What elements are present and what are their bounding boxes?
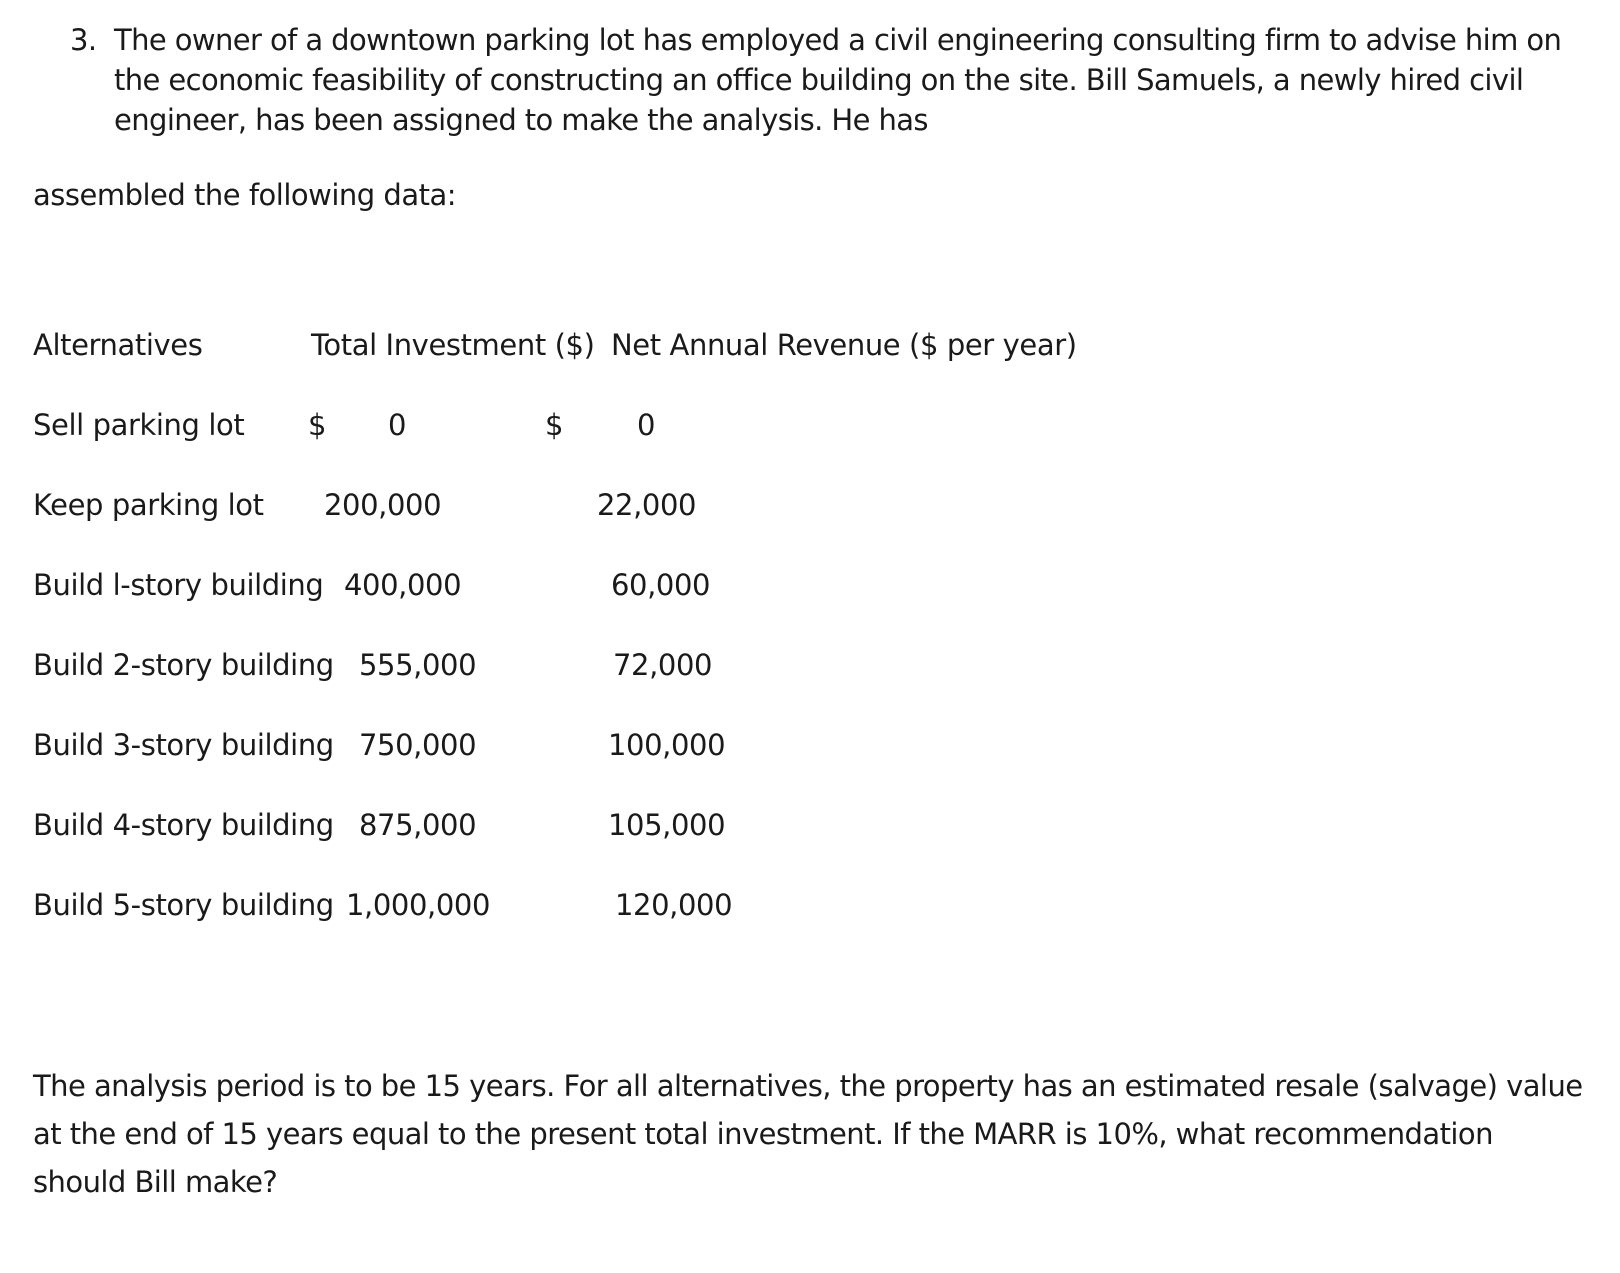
revenue-build-1-story: 60,000: [611, 568, 711, 602]
revenue-build-4-story: 105,000: [608, 808, 726, 842]
problem-number: 3.: [70, 23, 97, 57]
problem-text-continued: assembled the following data:: [33, 178, 457, 212]
revenue-sell-parking-lot: 0: [637, 408, 656, 442]
investment-build-2-story: 555,000: [359, 648, 477, 682]
header-alternatives: Alternatives: [33, 328, 203, 362]
investment-build-1-story: 400,000: [344, 568, 462, 602]
investment-build-5-story: 1,000,000: [346, 888, 490, 922]
revenue-currency-symbol: $: [545, 408, 564, 442]
row-name-build-3-story: Build 3-story building: [33, 728, 334, 762]
investment-build-3-story: 750,000: [359, 728, 477, 762]
revenue-build-2-story: 72,000: [613, 648, 713, 682]
row-name-build-5-story: Build 5-story building: [33, 888, 334, 922]
investment-keep-parking-lot: 200,000: [324, 488, 442, 522]
investment-currency-symbol: $: [308, 408, 327, 442]
header-total-investment: Total Investment ($): [311, 328, 595, 362]
row-name-build-4-story: Build 4-story building: [33, 808, 334, 842]
row-name-build-1-story: Build l-story building: [33, 568, 324, 602]
problem-text: The owner of a downtown parking lot has employed a civil engineering consulting firm to advise him on the economic feasibility of constructing an office building on the site. Bill Samuels, a newly hired civil engineer, has been assigned to make the analysis. He has: [114, 23, 1562, 137]
header-net-annual-revenue: Net Annual Revenue ($ per year): [611, 328, 1077, 362]
revenue-build-3-story: 100,000: [608, 728, 726, 762]
investment-sell-parking-lot: 0: [388, 408, 407, 442]
investment-build-4-story: 875,000: [359, 808, 477, 842]
row-name-keep-parking-lot: Keep parking lot: [33, 488, 264, 522]
revenue-build-5-story: 120,000: [615, 888, 733, 922]
revenue-keep-parking-lot: 22,000: [597, 488, 697, 522]
row-name-sell-parking-lot: Sell parking lot: [33, 408, 245, 442]
problem-statement: [70, 20, 1600, 140]
analysis-question: The analysis period is to be 15 years. For all alternatives, the property has an estimated resale (salvage) value at the end of 15 years equal to the present total investment. If the MARR is 10%, what recommendation should Bill make?: [33, 1069, 1583, 1199]
row-name-build-2-story: Build 2-story building: [33, 648, 334, 682]
